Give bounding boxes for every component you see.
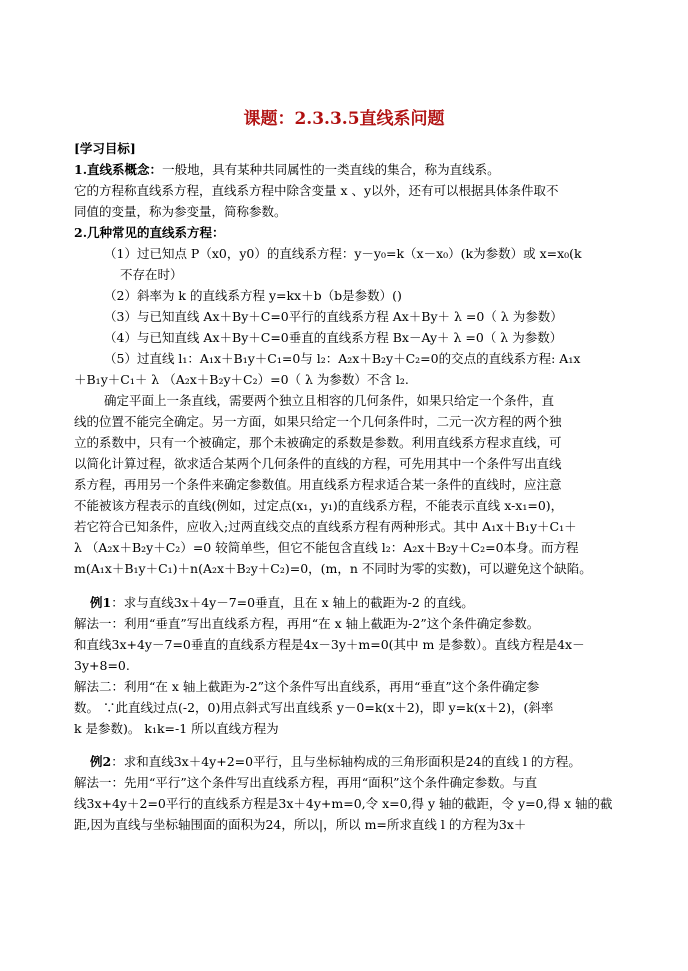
example1-heading: 例1 — [90, 595, 112, 610]
paragraph-line-3: 立的系数中，只有一个被确定，那个未被确定的系数是参数。利用直线系方程求直线，可 — [74, 435, 562, 450]
example1-line-1: 解法一：利用“垂直”写出直线系方程，再用“在 x 轴上截距为-2”这个条件确定参数。 — [74, 616, 540, 631]
paragraph-line-6: 不能被该方程表示的直线(例如，过定点(x₁，y₁)的直线系方程，不能表示直线 x-x₁=0)， — [74, 498, 564, 513]
paragraph-line-9: m(A₁x＋B₁y＋C₁)＋n(A₂x＋B₂y＋C₂)=0，(m，n 不同时为零的实数)，可以避免这个缺陷。 — [74, 561, 592, 576]
section-label: [学习目标] — [74, 141, 136, 156]
example1-question — [74, 592, 622, 613]
spacer — [74, 739, 622, 751]
common-item-1: （1）过已知点 P（x0，y0）的直线系方程：y－y₀=k（x－x₀）(k为参数）或 x=x₀(k — [104, 246, 582, 261]
common-heading: 2.几种常见的直线系方程： — [74, 225, 225, 240]
example2-question-text: ：求和直线3x＋4y+2=0平行，且与坐标轴构成的三角形面积是24的直线 l 的方程。 — [111, 754, 581, 769]
common-item-4: （4）与已知直线 Ax＋By＋C=0垂直的直线系方程 Bx－Ay＋ λ =0（ λ 为参数） — [104, 330, 563, 345]
document-body — [74, 138, 622, 835]
example1-line-3: 3y+8=0. — [74, 658, 130, 673]
example1-question-text: ：求与直线3x＋4y－7=0垂直，且在 x 轴上的截距为-2 的直线。 — [111, 595, 474, 610]
spacer — [74, 579, 622, 592]
paragraph-line-4: 以简化计算过程，欲求适合某两个几何条件的直线的方程，可先用其中一个条件写出直线 — [74, 456, 562, 471]
common-item-5: （5）过直线 l₁：A₁x＋B₁y＋C₁=0与 l₂：A₂x＋B₂y＋C₂=0的交点的直线系方程: A₁x — [104, 351, 581, 366]
concept-line-3: 同值的变量，称为参变量，简称参数。 — [74, 204, 287, 219]
example2-line-2: 线3x+4y＋2=0平行的直线系方程是3x＋4y+m=0,令 x=0,得 y 轴的截距，令 y=0,得 x 轴的截 — [74, 796, 613, 811]
concept-line-1 — [74, 159, 622, 180]
paragraph-line-1: 确定平面上一条直线，需要两个独立且相容的几何条件，如果只给定一个条件，直 — [104, 393, 555, 408]
paragraph-line-2: 线的位置不能完全确定。另一方面，如果只给定一个几何条件时，二元一次方程的两个独 — [74, 414, 562, 429]
concept-text: 一般地，具有某种共同属性的一类直线的集合，称为直线系。 — [162, 162, 500, 177]
paragraph-line-8: λ （A₂x＋B₂y＋C₂）=0 较简单些，但它不能包含直线 l₂：A₂x＋B₂y＋C₂=0本身。而方程 — [74, 540, 579, 555]
example2-heading: 例2 — [90, 754, 112, 769]
common-item-5-cont: ＋B₁y＋C₁＋ λ （A₂x＋B₂y＋C₂）=0（ λ 为参数）不含 l₂. — [74, 372, 409, 387]
example1-line-2: 和直线3x+4y－7=0垂直的直线系方程是4x－3y＋m=0(其中 m 是参数）。直线方程是4x－ — [74, 637, 585, 652]
example1-line-5: 数。 ∵此直线过点(-2，0)用点斜式写出直线系 y－0=k(x＋2)，即 y=k(x＋2)，(斜率 — [74, 700, 554, 715]
paragraph-line-7: 若它符合已知条件，应收入;过两直线交点的直线系方程有两种形式。其中 A₁x＋B₁y＋C₁＋ — [74, 519, 577, 534]
common-item-2: （2）斜率为 k 的直线系方程 y=kx＋b（b是参数）() — [104, 288, 402, 303]
common-item-3: （3）与已知直线 Ax＋By＋C=0平行的直线系方程 Ax＋By＋ λ =0（ λ 为参数） — [104, 309, 563, 324]
example2-question — [74, 751, 622, 772]
example1-line-6: k 是参数)。 k₁k=-1 所以直线方程为 — [74, 721, 279, 736]
common-item-1-cont: 不存在时） — [120, 267, 183, 282]
concept-heading: 1.直线系概念： — [74, 162, 163, 177]
paragraph-line-5: 系方程，再用另一个条件来确定参数值。用直线系方程求适合某一条件的直线时，应注意 — [74, 477, 562, 492]
example2-line-1: 解法一：先用“平行”这个条件写出直线系方程，再用“面积”这个条件确定参数。与直 — [74, 775, 538, 790]
example1-line-4: 解法二：利用“在 x 轴上截距为-2”这个条件写出直线系，再用“垂直”这个条件确定参 — [74, 679, 540, 694]
example2-line-3: 距,因为直线与坐标轴围面的面积为24，所以|，所以 m=所求直线 l 的方程为3x＋ — [74, 817, 527, 832]
concept-line-2: 它的方程称直线系方程，直线系方程中除含变量 x 、y以外，还有可以根据具体条件取不 — [74, 183, 559, 198]
page-title: 课题：2.3.3.5直线系问题 — [243, 109, 445, 129]
